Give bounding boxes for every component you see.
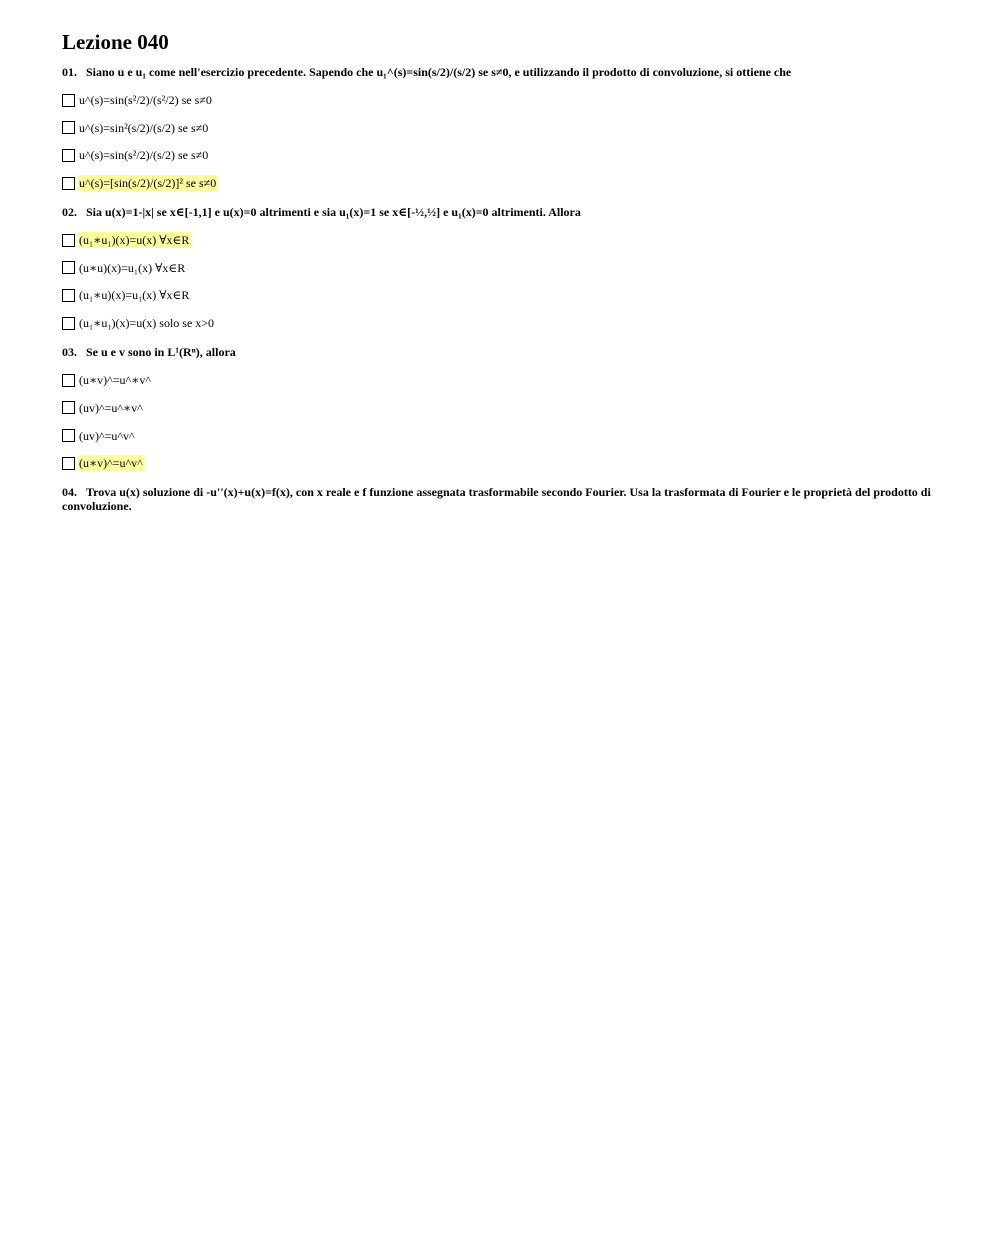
checkbox[interactable]	[62, 261, 75, 274]
question-04	[62, 485, 932, 513]
answer-option[interactable]	[62, 260, 932, 276]
answer-label: u^(s)=sin(s²/2)/(s²/2) se s≠0	[79, 93, 212, 107]
question-number: 04.	[62, 485, 77, 500]
question-text	[62, 345, 932, 359]
checkbox[interactable]	[62, 317, 75, 330]
answer-label: (u∗u)(x)=u₁(x) ∀x∈R	[79, 260, 186, 275]
answer-option[interactable]	[62, 120, 932, 136]
checkbox[interactable]	[62, 149, 75, 162]
answer-option-correct[interactable]	[62, 232, 932, 248]
question-text	[62, 65, 932, 79]
answer-option-correct[interactable]	[62, 455, 932, 471]
checkbox[interactable]	[62, 177, 75, 190]
question-prompt: Sia u(x)=1-|x| se x∈[-1,1] e u(x)=0 altrimenti e sia u₁(x)=1 se x∈[-½,½] e u₁(x)=0 altrimenti. Allora	[86, 205, 581, 220]
checkbox[interactable]	[62, 401, 75, 414]
answer-label-highlighted: (u∗v)^=u^v^	[79, 456, 143, 471]
question-prompt: Trova u(x) soluzione di -u''(x)+u(x)=f(x), con x reale e f funzione assegnata trasformabile secondo Fourier. Usa la trasformata di Fourier e le proprietà del prodotto di convoluzione.	[62, 485, 931, 514]
question-02	[62, 205, 932, 331]
answer-label: u^(s)=sin²(s/2)/(s/2) se s≠0	[79, 120, 209, 135]
question-number: 02.	[62, 205, 77, 220]
answer-label: (u₁∗u₁)(x)=u(x) solo se x>0	[79, 316, 215, 331]
answer-option[interactable]	[62, 147, 932, 163]
question-prompt: Se u e v sono in L¹(Rⁿ), allora	[86, 345, 236, 360]
checkbox[interactable]	[62, 234, 75, 247]
answer-label: u^(s)=sin(s²/2)/(s/2) se s≠0	[79, 148, 209, 163]
question-text	[62, 485, 932, 513]
question-text	[62, 205, 932, 219]
checkbox[interactable]	[62, 121, 75, 134]
answer-option[interactable]	[62, 428, 932, 444]
checkbox[interactable]	[62, 289, 75, 302]
question-03	[62, 345, 932, 471]
question-prompt: Siano u e u₁ come nell'esercizio precedente. Sapendo che u₁^(s)=sin(s/2)/(s/2) se s≠0, e utilizzando il prodotto di convoluzione, si ottiene che	[86, 65, 792, 79]
answer-option[interactable]	[62, 372, 932, 388]
answer-list	[62, 92, 932, 191]
answer-label: (u∗v)^=u^∗v^	[79, 373, 151, 388]
checkbox[interactable]	[62, 429, 75, 442]
answer-list	[62, 232, 932, 331]
question-number: 01.	[62, 65, 77, 79]
answer-option[interactable]	[62, 400, 932, 416]
answer-option-correct[interactable]	[62, 175, 932, 191]
answer-list	[62, 372, 932, 471]
answer-label-highlighted: u^(s)=[sin(s/2)/(s/2)]² se s≠0	[79, 176, 217, 191]
question-number: 03.	[62, 345, 77, 360]
answer-label-highlighted: (u₁∗u₁)(x)=u(x) ∀x∈R	[79, 233, 190, 248]
answer-label: (u₁∗u)(x)=u₁(x) ∀x∈R	[79, 288, 190, 303]
answer-option[interactable]	[62, 287, 932, 303]
answer-option[interactable]	[62, 92, 932, 108]
page-title: Lezione 040	[62, 30, 169, 54]
checkbox[interactable]	[62, 94, 75, 107]
answer-label: (uv)^=u^∗v^	[79, 400, 143, 415]
checkbox[interactable]	[62, 374, 75, 387]
document-page	[62, 30, 932, 513]
answer-label: (uv)^=u^v^	[79, 428, 135, 443]
checkbox[interactable]	[62, 457, 75, 470]
answer-option[interactable]	[62, 315, 932, 331]
question-01	[62, 65, 932, 191]
